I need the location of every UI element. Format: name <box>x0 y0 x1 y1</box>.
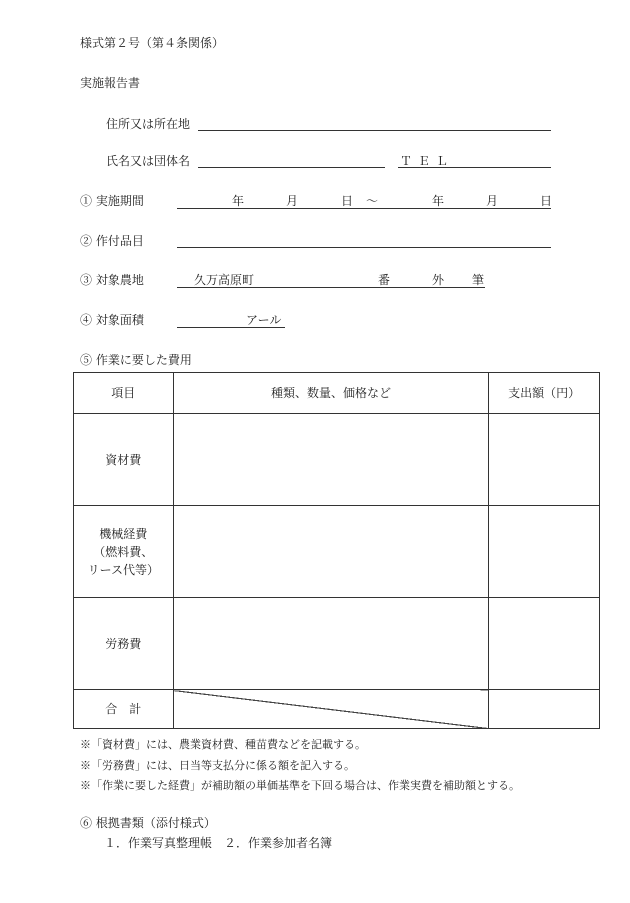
note-cost-threshold: ※「作業に要した経費」が補助額の単価基準を下回る場合は、作業実費を補助額とする。 <box>80 779 520 792</box>
note-materials: ※「資材費」には、農業資材費、種苗費などを記載する。 <box>80 738 366 751</box>
costs-heading: ⑤ 作業に要した費用 <box>80 353 192 367</box>
land-label: ③ 対象農地 <box>80 273 144 287</box>
land-place: 久万高原町 <box>194 273 255 287</box>
row-labor-label: 労務費 <box>74 598 174 690</box>
period-label: ① 実施期間 <box>80 194 144 208</box>
crop-label: ② 作付品目 <box>80 234 144 248</box>
area-label: ④ 対象面積 <box>80 313 144 327</box>
materials-amount-cell[interactable] <box>489 414 600 506</box>
table-row <box>74 598 600 690</box>
row-materials-label: 資材費 <box>74 414 174 506</box>
machinery-amount-cell[interactable] <box>489 506 600 598</box>
address-field[interactable] <box>198 130 551 131</box>
machinery-details-cell[interactable] <box>173 506 489 598</box>
land-field[interactable] <box>177 287 485 288</box>
row-machinery-label <box>74 506 174 598</box>
period-year-end: 年 <box>432 194 445 208</box>
address-label: 住所又は所在地 <box>106 117 191 131</box>
header-amount: 支出額（円） <box>489 373 600 414</box>
total-details-crossed-cell <box>173 690 489 729</box>
table-row <box>74 414 600 506</box>
machinery-label-line-1: 機械経費 <box>99 526 148 541</box>
cost-table <box>73 372 600 729</box>
name-label: 氏名又は団体名 <box>106 154 191 168</box>
land-gai: 外 <box>432 273 445 287</box>
name-field[interactable] <box>198 167 385 168</box>
cost-table-header-row <box>74 373 600 414</box>
land-hitsu: 筆 <box>472 273 485 287</box>
document-title: 実施報告書 <box>80 76 141 90</box>
machinery-label-line-3: リース代等） <box>87 562 159 577</box>
area-unit: アール <box>246 313 282 327</box>
total-label: 合 計 <box>74 690 174 729</box>
basis-documents: １．作業写真整理帳 ２．作業参加者名簿 <box>104 836 333 850</box>
form-number: 様式第２号（第４条関係） <box>80 36 225 50</box>
labor-details-cell[interactable] <box>173 598 489 690</box>
materials-details-cell[interactable] <box>173 414 489 506</box>
header-details: 種類、数量、価格など <box>173 373 489 414</box>
period-tilde: ～ <box>366 194 379 208</box>
table-row <box>74 506 600 598</box>
period-month-start: 月 <box>286 194 299 208</box>
period-day-end: 日 <box>540 194 553 208</box>
period-year-start: 年 <box>232 194 245 208</box>
total-amount-cell[interactable] <box>489 690 600 729</box>
period-month-end: 月 <box>486 194 499 208</box>
land-ban: 番 <box>378 273 391 287</box>
tel-field[interactable] <box>398 167 551 168</box>
header-item: 項目 <box>74 373 174 414</box>
machinery-label-line-2: （燃料費、 <box>93 544 154 559</box>
note-labor: ※「労務費」には、日当等支払分に係る額を記入する。 <box>80 759 355 772</box>
tel-label: ＴＥＬ <box>400 154 455 168</box>
labor-amount-cell[interactable] <box>489 598 600 690</box>
period-field[interactable] <box>177 208 551 209</box>
crop-field[interactable] <box>177 247 551 248</box>
total-row <box>74 690 600 729</box>
period-day-start: 日 <box>341 194 354 208</box>
area-field[interactable] <box>177 327 285 328</box>
basis-heading: ⑥ 根拠書類（添付様式） <box>80 816 216 830</box>
